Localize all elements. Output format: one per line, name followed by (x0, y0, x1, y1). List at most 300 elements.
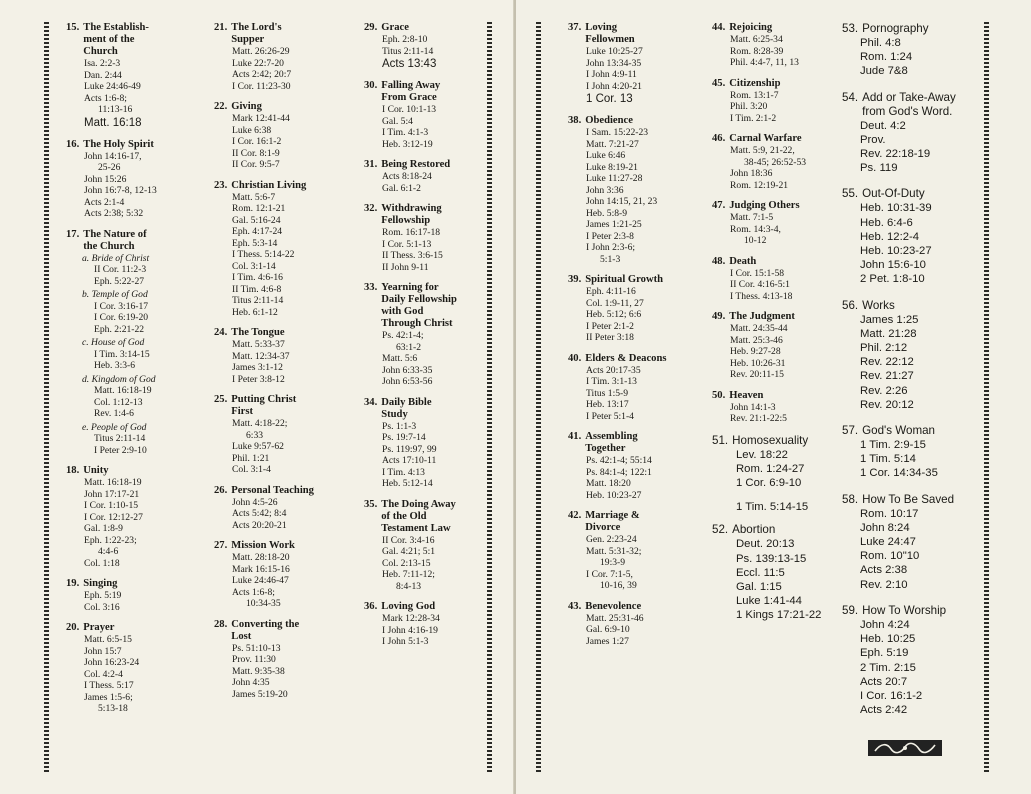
scripture-reference: Rev. 22:18-19 (860, 148, 931, 161)
topic-title-line: The Nature of (83, 228, 147, 240)
topic-title (79, 622, 114, 634)
topic-title (227, 619, 299, 643)
scripture-reference: James 1:5-6; (84, 691, 133, 703)
scripture-reference: James 1:21-25 (586, 219, 642, 230)
scripture-reference: Luke 22:7-20 (232, 57, 284, 69)
subtopic-label: a. Bride of Christ (82, 252, 150, 264)
scripture-reference: Heb. 7:11-12; (382, 569, 435, 580)
topic-title-line: Personal Teaching (231, 484, 314, 496)
scripture-reference: John 15:26 (84, 173, 127, 185)
topic-title-line: Lost (231, 630, 252, 642)
scripture-reference: Rev. 20:12 (860, 398, 914, 411)
topic-title-line: from God's Word. (862, 104, 953, 118)
scripture-reference: Acts 8:18-24 (382, 171, 432, 182)
topic-heading (842, 299, 984, 313)
topic-heading (66, 465, 206, 477)
topic-entry (364, 80, 484, 150)
scripture-reference: I John 4:9-11 (586, 69, 637, 80)
topic-title (858, 493, 954, 507)
topic-title (581, 431, 637, 455)
scripture-reference: Rev. 22:12 (860, 356, 914, 369)
scripture-list (364, 330, 484, 388)
topic-title (725, 311, 795, 323)
subtopic-list (66, 253, 206, 457)
scripture-list (364, 227, 484, 273)
scripture-reference: Col. 3:1-4 (232, 464, 271, 475)
scripture-list (712, 145, 840, 191)
scripture-reference: Phil. 1:21 (232, 452, 270, 464)
scripture-reference: Ps. 51:10-13 (232, 642, 281, 654)
topic-entry (842, 299, 984, 412)
topic-number: 17. (66, 228, 80, 240)
topic-number: 51. (712, 433, 729, 447)
scripture-reference: Deut. 4:2 (860, 119, 906, 132)
scripture-reference: Col. 1:18 (84, 557, 120, 569)
topic-heading (66, 22, 206, 58)
scripture-reference: 11:13-16 (98, 104, 133, 115)
topic-entry (364, 499, 484, 593)
topic-title (858, 604, 946, 618)
scripture-list (568, 365, 708, 423)
scripture-reference: Col. 4:2-4 (84, 668, 123, 680)
scripture-reference: 1 Kings 17:21-22 (736, 609, 822, 622)
subtopic (82, 337, 206, 372)
scripture-reference: 6:33 (246, 429, 264, 441)
topic-entry (712, 78, 840, 125)
scripture-reference: 2 Pet. 1:8-10 (860, 273, 925, 286)
topic-title (858, 22, 928, 36)
scripture-reference: Heb. 10:23-27 (860, 245, 932, 258)
scripture-reference: I Thess. 5:17 (84, 680, 134, 691)
scripture-reference: 19:3-9 (600, 557, 626, 568)
scripture-reference: Rom. 13:1-7 (730, 89, 779, 101)
topic-number: 20. (66, 622, 80, 633)
scripture-reference: II John 9-11 (382, 261, 429, 273)
scripture-reference: Matt. 16:18-19 (84, 477, 142, 488)
topic-entry (214, 180, 359, 319)
scripture-list (842, 36, 984, 79)
scripture-reference: Eph. 4:17-24 (232, 226, 283, 237)
topic-title-line: Together (585, 443, 626, 454)
left-column-3 (364, 22, 484, 657)
scripture-reference: I Tim. 3:1-13 (586, 376, 637, 387)
topic-entry (66, 22, 206, 130)
topic-title-line: Through Christ (381, 318, 453, 329)
scripture-reference: Rev. 1:4-6 (94, 408, 134, 419)
scripture-reference: I Cor. 15:1-58 (730, 267, 785, 279)
topic-title (581, 353, 666, 365)
topic-title-line: Citizenship (729, 77, 781, 89)
right-column-3 (842, 22, 984, 729)
topic-number: 58. (842, 492, 859, 506)
scripture-list (214, 113, 359, 171)
scripture-reference: James 5:19-20 (232, 688, 288, 700)
topic-title-line: Fellowship (381, 215, 431, 226)
topic-number: 59. (842, 603, 859, 617)
scripture-reference: Ps. 42:1-4; 55:14 (586, 455, 652, 466)
topic-title (227, 540, 295, 552)
topic-number: 57. (842, 424, 859, 438)
topic-number: 23. (214, 179, 228, 191)
scripture-reference: II Thess. 3:6-15 (382, 250, 443, 261)
scripture-reference: Gal. 6:9-10 (586, 624, 630, 635)
scripture-reference: Isa. 2:2-3 (84, 58, 121, 69)
topic-number: 41. (568, 431, 582, 442)
subtopic-label: d. Kingdom of God (82, 373, 156, 385)
scripture-reference: Heb. 5:12; 6:6 (586, 309, 642, 320)
scripture-reference: I Cor. 5:1-13 (382, 238, 432, 250)
scripture-reference: Matt. 26:26-29 (232, 46, 290, 57)
topic-entry (66, 465, 206, 569)
topic-heading (214, 485, 359, 497)
scripture-reference: Matt. 18:20 (586, 478, 631, 489)
topic-entry (214, 22, 359, 92)
topic-entry (66, 229, 206, 457)
topic-entry (568, 510, 708, 592)
topic-title (79, 22, 149, 58)
topic-entry (214, 394, 359, 476)
topic-title-line: From Grace (381, 92, 437, 103)
topic-title-line: Judging Others (729, 200, 800, 211)
scripture-reference: James 3:1-12 (232, 362, 283, 373)
scripture-reference: Matt. 25:31-46 (586, 612, 644, 624)
scripture-reference: Eph. 2:21-22 (94, 323, 145, 335)
scripture-reference: John 17:17-21 (84, 488, 140, 500)
scripture-list (66, 151, 206, 220)
scripture-reference: Eph. 5:22-27 (94, 275, 145, 287)
topic-title-line: Loving (585, 22, 618, 33)
topic-entry (712, 200, 840, 247)
topic-entry (842, 493, 984, 592)
scripture-reference: I John 2:3-6; (586, 242, 636, 253)
topic-heading (568, 601, 708, 613)
scripture-reference: Luke 9:57-62 (232, 441, 284, 452)
scripture-reference: 1 Tim. 5:14-15 (736, 501, 809, 514)
scripture-reference: I Peter 5:1-4 (586, 410, 634, 422)
topic-number: 15. (66, 22, 80, 33)
topic-entry (842, 22, 984, 79)
topic-title-line: the Church (83, 240, 135, 252)
scripture-reference: Phil. 3:20 (730, 101, 768, 112)
scripture-list (712, 212, 840, 247)
topic-title-line: Spiritual Growth (585, 274, 664, 285)
topic-title (227, 327, 284, 339)
scripture-reference: Ps. 1:1-3 (382, 420, 417, 432)
topic-entry (842, 187, 984, 286)
topic-number: 28. (214, 618, 228, 630)
scripture-reference: Col. 1:12-13 (94, 396, 143, 408)
right-column-2 (712, 22, 840, 632)
scripture-list (364, 34, 484, 71)
scripture-reference: I Cor. 7:1-5, (586, 568, 633, 580)
topic-heading (842, 187, 984, 201)
topic-number: 54. (842, 90, 859, 104)
scripture-reference: 2 Tim. 2:15 (860, 661, 916, 674)
scripture-reference: Luke 24:47 (860, 536, 916, 549)
scripture-reference: I Cor. 11:23-30 (232, 80, 291, 92)
topic-heading (568, 115, 708, 127)
scripture-reference: Prov. (860, 133, 886, 146)
scripture-reference: 1 Tim. 2:9-15 (860, 439, 926, 452)
topic-number: 52. (712, 523, 729, 537)
topic-title-line: with God (381, 306, 424, 317)
topic-entry (66, 578, 206, 613)
scripture-reference: Matt. 5:9, 21-22, (730, 145, 795, 156)
scripture-reference: Luke 8:19-21 (586, 161, 638, 173)
topic-title-line: Divorce (585, 522, 621, 533)
scripture-reference: I John 4:16-19 (382, 624, 438, 636)
scripture-reference: I Cor. 1:10-15 (84, 500, 139, 511)
scripture-reference: Ps. 19:7-14 (382, 432, 426, 443)
scripture-reference: Heb. 12:2-4 (860, 230, 920, 243)
scripture-reference: 8:4-13 (396, 580, 422, 592)
scripture-list (66, 634, 206, 715)
scripture-reference: Rom. 10"10 (860, 550, 920, 563)
scripture-list (214, 418, 359, 476)
topic-heading (364, 80, 484, 104)
topic-title-line: Falling Away (381, 80, 441, 91)
scripture-reference: 5:13-18 (98, 703, 128, 714)
topic-heading (712, 133, 840, 145)
scripture-reference: II Cor. 8:1-9 (232, 147, 280, 159)
topic-title (79, 139, 154, 151)
scripture-reference: Luke 11:27-28 (586, 173, 643, 184)
scripture-list (568, 46, 708, 106)
topic-title (79, 465, 108, 477)
topic-heading (712, 256, 840, 268)
topic-heading (214, 619, 359, 643)
topic-heading (364, 22, 484, 34)
topic-title-line: Benevolence (585, 600, 642, 612)
scripture-reference: 10-12 (744, 235, 767, 246)
scripture-list (842, 119, 984, 176)
scripture-reference: Acts 2:42 (860, 704, 908, 717)
scripture-reference: John 15:7 (84, 645, 122, 657)
topic-heading (66, 139, 206, 151)
scripture-reference: Gal. 6:1-2 (382, 182, 421, 194)
scripture-reference: Matt. 28:18-20 (232, 552, 290, 563)
topic-title-line: Loving God (381, 601, 436, 612)
scripture-reference: 5:1-3 (600, 253, 621, 265)
scripture-reference: Matt. 4:18-22; (232, 418, 288, 429)
topic-title (858, 299, 895, 313)
topic-title-line: The Holy Spirit (83, 138, 154, 150)
scripture-reference: 1 Tim. 5:14 (860, 453, 916, 466)
scripture-reference: Eph. 5:19 (84, 590, 122, 601)
scripture-reference: Eph. 5:3-14 (232, 237, 278, 249)
topic-number: 22. (214, 101, 228, 112)
scripture-list (214, 46, 359, 92)
topic-number: 31. (364, 159, 378, 170)
scripture-reference: Heb. 6:1-12 (232, 306, 278, 318)
scripture-reference: Luke 24:46-47 (232, 575, 289, 586)
topic-entry (364, 397, 484, 490)
topic-entry (364, 159, 484, 194)
topic-title-line: of the Old (381, 510, 427, 522)
topic-title (377, 282, 457, 330)
scripture-reference: John 4:24 (860, 618, 910, 631)
topic-title (725, 78, 780, 90)
topic-number: 34. (364, 396, 378, 408)
scripture-reference: Matt. 6:25-34 (730, 34, 783, 45)
scripture-reference: Lev. 18:22 (736, 448, 788, 461)
topic-title-line: Assembling (585, 431, 638, 442)
scripture-reference: I Cor. 3:16-17 (94, 300, 149, 312)
scripture-reference: II Tim. 4:6-8 (232, 283, 282, 295)
scripture-reference: John 15:6-10 (860, 259, 926, 272)
topic-title (581, 601, 641, 613)
topic-entry (842, 91, 984, 176)
scripture-reference: Rom. 14:3-4, (730, 223, 781, 235)
topic-title (227, 22, 281, 46)
scripture-reference: Col. 1:9-11, 27 (586, 297, 644, 309)
topic-title-line: Abortion (732, 523, 776, 537)
topic-title (377, 601, 435, 613)
topic-heading (842, 493, 984, 507)
scripture-reference: Heb. 3:3-6 (94, 360, 136, 371)
scripture-reference: I Tim. 4:6-16 (232, 272, 283, 283)
scripture-reference: Rom. 16:17-18 (382, 227, 441, 238)
topic-heading (214, 327, 359, 339)
scripture-list (712, 537, 840, 622)
scripture-list (568, 534, 708, 592)
left-inner-border (487, 22, 492, 774)
topic-title-line: Fellowmen (585, 34, 635, 45)
scripture-reference: John 4:5-26 (232, 496, 278, 508)
topic-title-line: God's Woman (862, 424, 936, 438)
topic-entry (712, 434, 840, 515)
scripture-reference: John 16:23-24 (84, 657, 140, 668)
topic-title (227, 485, 314, 497)
scripture-reference: Acts 1:6-8; (232, 586, 275, 598)
scripture-reference: Gal. 4:21; 5:1 (382, 546, 436, 557)
topic-title (79, 229, 146, 253)
topic-title-line: The Judgment (729, 311, 795, 322)
topic-entry (364, 282, 484, 388)
topic-title-line: Study (381, 408, 408, 420)
topic-title (227, 394, 296, 418)
topic-entry (214, 327, 359, 385)
topic-title (227, 101, 262, 113)
topic-title-line: Mission Work (231, 540, 295, 551)
scripture-reference: Heb. 5:8-9 (586, 207, 628, 219)
topic-entry (364, 203, 484, 273)
scripture-reference: Acts 1:6-8; (84, 92, 127, 104)
scripture-reference: Rev. 2:10 (860, 578, 908, 591)
topic-title-line: Daily Fellowship (381, 294, 457, 305)
topic-number: 30. (364, 80, 378, 91)
scripture-reference: Rev. 20:11-15 (730, 369, 784, 380)
scripture-reference: Matt. 7:1-5 (730, 212, 774, 223)
topic-number: 47. (712, 200, 726, 211)
scripture-reference: Acts 17:10-11 (382, 455, 437, 466)
scripture-reference: I Tim. 4:1-3 (382, 127, 429, 138)
topic-title (79, 578, 117, 590)
scripture-reference: I Peter 2:3-8 (586, 230, 634, 242)
topic-title (858, 187, 925, 201)
scripture-reference: Acts 2:1-4 (84, 196, 125, 208)
scripture-reference: Titus 2:11-14 (382, 45, 434, 57)
scripture-reference: Matt. 16:18-19 (94, 385, 152, 396)
scripture-reference: Luke 10:25-27 (586, 46, 643, 57)
topic-heading (712, 200, 840, 212)
topic-title (581, 115, 633, 127)
scripture-reference: Luke 6:46 (586, 150, 626, 161)
scripture-list (842, 201, 984, 286)
topic-number: 25. (214, 394, 228, 405)
topic-entry (568, 274, 708, 344)
topic-heading (214, 394, 359, 418)
scripture-reference: Ps. 84:1-4; 122:1 (586, 466, 652, 478)
scripture-reference: Ps. 139:13-15 (736, 552, 807, 565)
scripture-reference: I Thess. 4:13-18 (730, 290, 793, 302)
scripture-reference: I Tim. 2:1-2 (730, 112, 777, 124)
scripture-reference: Matt. 5:6 (382, 353, 418, 364)
topic-number: 19. (66, 578, 80, 589)
scripture-reference: Dan. 2:44 (84, 69, 122, 81)
scripture-reference: Matt. 12:34-37 (232, 350, 290, 362)
scripture-reference: Rom. 12:19-21 (730, 179, 789, 191)
scripture-reference: John 6:33-35 (382, 364, 433, 376)
topic-title-line: Church (83, 46, 118, 57)
scripture-reference: Gen. 2:23-24 (586, 534, 637, 545)
topic-title-line: Testament Law (381, 522, 451, 534)
topic-title-line: Death (729, 255, 757, 267)
topic-heading (364, 601, 484, 613)
scripture-list (568, 286, 708, 344)
scripture-list (66, 590, 206, 613)
topic-title-line: Homosexuality (732, 433, 809, 447)
topic-title (377, 159, 450, 171)
topic-number: 33. (364, 282, 378, 293)
topic-number: 56. (842, 298, 859, 312)
topic-number: 48. (712, 255, 726, 267)
scripture-reference: Acts 20:20-21 (232, 519, 287, 531)
scripture-reference: Rom. 1:24-27 (736, 462, 805, 475)
topic-entry (712, 311, 840, 381)
topic-title (858, 424, 935, 438)
topic-title (227, 180, 306, 192)
topic-title (377, 22, 409, 34)
topic-heading (214, 101, 359, 113)
topic-heading (712, 434, 840, 448)
scripture-reference: I Cor. 10:1-13 (382, 104, 437, 115)
scripture-reference: 63:1-2 (396, 341, 422, 353)
topic-number: 43. (568, 600, 582, 612)
scripture-list (364, 171, 484, 194)
topic-heading (66, 622, 206, 634)
scripture-reference: Matt. 5:6-7 (232, 191, 276, 203)
topic-heading (712, 390, 840, 402)
scripture-reference: John 14:16-17, (84, 150, 142, 162)
topic-title-line: First (231, 406, 254, 417)
topic-heading (712, 523, 840, 537)
scripture-list (364, 421, 484, 490)
topic-number: 37. (568, 22, 582, 33)
topic-entry (214, 540, 359, 610)
scripture-list (214, 643, 359, 701)
scripture-reference: Heb. 10:26-31 (730, 357, 786, 369)
scripture-list (214, 497, 359, 532)
scripture-list (568, 455, 708, 501)
scripture-reference: Matt. 25:3-46 (730, 334, 783, 346)
topic-entry (712, 523, 840, 622)
scripture-reference: I Thess. 5:14-22 (232, 249, 295, 260)
scripture-reference: Eph. 2:8-10 (382, 34, 428, 45)
topic-heading (712, 22, 840, 34)
topic-number: 40. (568, 352, 582, 364)
topic-heading (842, 22, 984, 36)
